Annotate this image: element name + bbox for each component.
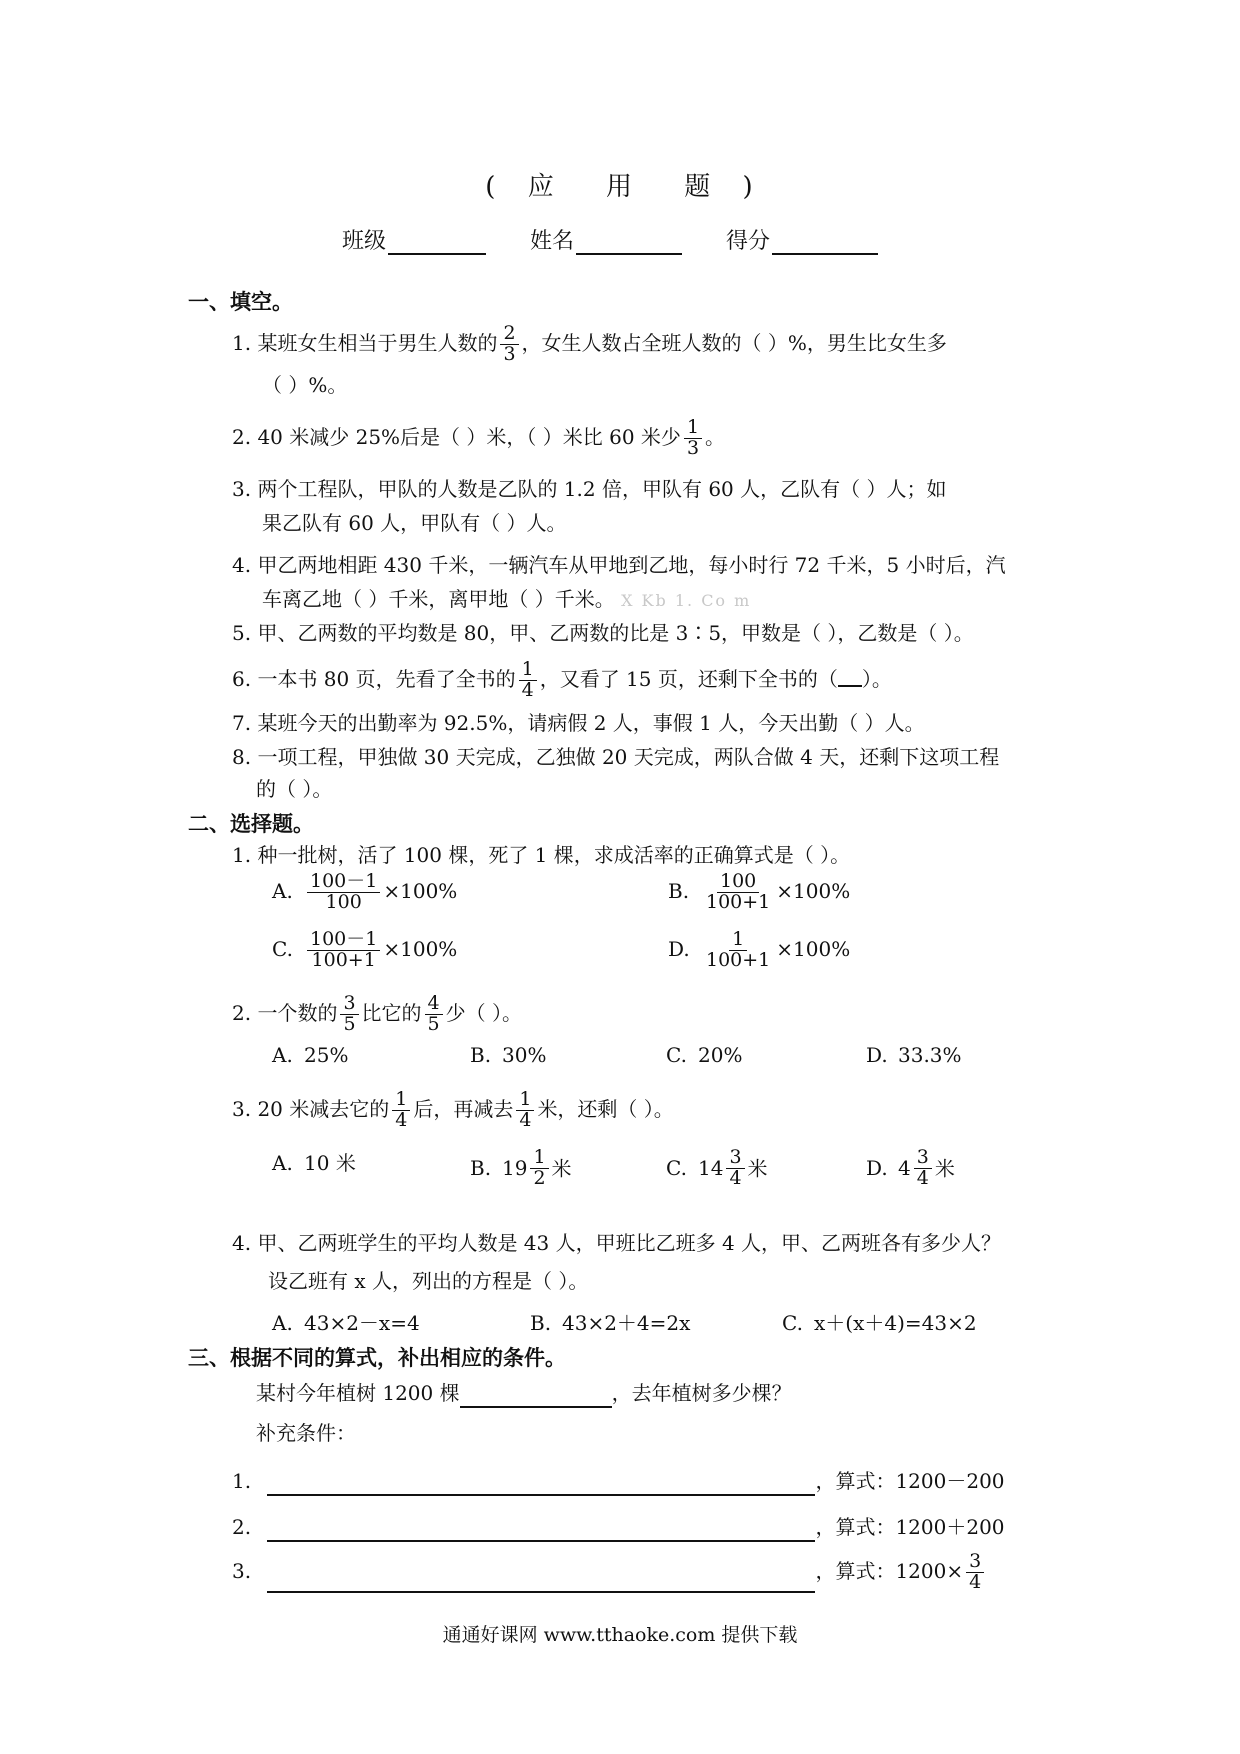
s2-q2-option-b[interactable] xyxy=(470,1040,546,1070)
option-label: A. xyxy=(272,1043,293,1067)
mixed-number xyxy=(898,1148,935,1189)
faint-watermark: X Kb 1. Co m xyxy=(621,591,752,610)
s2-q3-text-c: 米，还剩（ ）。 xyxy=(537,1096,674,1121)
option-tail: ×100% xyxy=(776,936,851,961)
class-field xyxy=(342,224,486,255)
option-label: D. xyxy=(866,1156,888,1181)
title-char-1: 应 xyxy=(527,172,556,202)
option-label: B. xyxy=(470,1043,492,1067)
s3-stem-text-a: 某村今年植树 1200 棵 xyxy=(256,1381,460,1405)
fraction-denominator: 100 xyxy=(325,890,362,913)
section2-heading: 二、选择题。 xyxy=(188,811,314,836)
option-text: 20% xyxy=(698,1043,743,1067)
s1-q2-text-a: 2. 40 米减少 25%后是（ ）米，（ ）米比 60 米少 xyxy=(232,424,681,449)
option-text: 43×2＋4=2x xyxy=(562,1311,691,1335)
s1-question-8-line2: 的（ ）。 xyxy=(256,777,333,801)
fraction-denominator: 100+1 xyxy=(311,948,376,971)
s2-q2-text-c: 少（ ）。 xyxy=(445,1000,522,1025)
option-whole: 14 xyxy=(698,1156,724,1181)
s1-q6-text-c: ）。 xyxy=(861,666,892,691)
s2-q3-text-b: 后，再减去 xyxy=(413,1096,514,1121)
name-label: 姓名 xyxy=(530,229,575,254)
fraction-denominator: 5 xyxy=(343,1012,356,1035)
s2-q2-option-d[interactable] xyxy=(866,1040,962,1070)
option-fraction xyxy=(914,1148,932,1189)
s3-item-3 xyxy=(232,1552,987,1593)
s2-q4-option-c[interactable] xyxy=(782,1308,977,1338)
option-text: 30% xyxy=(502,1043,547,1067)
s1-question-1-line2: （ ）%。 xyxy=(262,373,348,397)
s2-question-4-line1: 4. 甲、乙两班学生的平均人数是 43 人，甲班比乙班多 4 人，甲、乙两班各有多少人？ xyxy=(232,1231,1002,1255)
option-label: C. xyxy=(272,936,293,961)
option-whole: 4 xyxy=(898,1156,911,1181)
fraction-numerator: 4 xyxy=(425,994,443,1015)
item-formula: ，算式：1200－200 xyxy=(815,1469,1005,1493)
page-title xyxy=(0,166,1240,203)
fraction-numerator: 100 xyxy=(717,872,759,893)
s1-q6-fraction xyxy=(519,660,537,701)
fraction-denominator: 4 xyxy=(916,1166,929,1189)
item-formula: ，算式：1200× xyxy=(815,1558,964,1583)
s1-question-3-line1: 3. 两个工程队，甲队的人数是乙队的 1.2 倍，甲队有 60 人，乙队有（ ）人；如 xyxy=(232,477,947,501)
s2-q3-text-a: 3. 20 米减去它的 xyxy=(232,1096,390,1121)
option-fraction xyxy=(530,1148,548,1189)
s1-q1-text-a: 1. 某班女生相当于男生人数的 xyxy=(232,330,498,355)
fraction-numerator: 3 xyxy=(966,1552,984,1573)
footer-credit: 通通好课网 www.tthaoke.com 提供下载 xyxy=(442,1624,798,1646)
fraction-denominator: 4 xyxy=(969,1570,982,1593)
fraction-denominator: 4 xyxy=(519,1108,532,1131)
s3-stem-text-b: ，去年植树多少棵？ xyxy=(611,1381,792,1405)
fraction-denominator: 3 xyxy=(503,342,516,365)
item-number: 2. xyxy=(232,1515,252,1539)
option-label: B. xyxy=(530,1311,552,1335)
condition-blank[interactable] xyxy=(267,1518,815,1542)
s2-q1-option-c[interactable] xyxy=(272,930,457,971)
s1-q2-text-b: 。 xyxy=(705,424,726,449)
s2-q3-option-a[interactable] xyxy=(272,1148,356,1178)
class-label: 班级 xyxy=(342,229,387,254)
option-label: B. xyxy=(668,878,690,903)
option-label: C. xyxy=(666,1043,687,1067)
s2-q3-option-c[interactable] xyxy=(666,1148,768,1189)
s1-q4-text-b: 车离乙地（ ）千米，离甲地（ ）千米。 xyxy=(262,587,615,611)
option-fraction xyxy=(726,1148,744,1189)
s2-question-3 xyxy=(232,1090,674,1131)
fraction-denominator: 100+1 xyxy=(706,948,771,971)
s1-question-3-line2: 果乙队有 60 人，甲队有（ ）人。 xyxy=(262,511,567,535)
option-tail: ×100% xyxy=(383,878,458,903)
title-open-paren: ( xyxy=(485,172,498,202)
s2-q1-option-b[interactable] xyxy=(668,872,850,913)
s2-q2-fraction-1 xyxy=(340,994,358,1035)
fraction-numerator: 3 xyxy=(340,994,358,1015)
mixed-number xyxy=(502,1148,552,1189)
option-label: D. xyxy=(668,936,690,961)
section1-heading: 一、填空。 xyxy=(188,289,293,314)
item-number: 1. xyxy=(232,1469,252,1493)
fraction-numerator: 1 xyxy=(392,1090,410,1111)
s2-q3-option-b[interactable] xyxy=(470,1148,572,1189)
fraction-denominator: 3 xyxy=(686,436,700,459)
fraction-numerator: 100－1 xyxy=(307,930,380,951)
item-number: 3. xyxy=(232,1558,252,1583)
option-tail: ×100% xyxy=(776,878,851,903)
s2-q3-fraction-2 xyxy=(516,1090,534,1131)
fraction-numerator: 1 xyxy=(684,418,702,439)
option-unit: 米 xyxy=(551,1156,572,1181)
dash-mark xyxy=(838,674,862,687)
option-label: C. xyxy=(666,1156,687,1181)
s1-question-5: 5. 甲、乙两数的平均数是 80，甲、乙两数的比是 3∶5，甲数是（ ），乙数是（ ）。 xyxy=(232,621,974,645)
option-label: A. xyxy=(272,1151,293,1175)
s1-q2-fraction xyxy=(684,418,702,459)
option-label: B. xyxy=(470,1156,492,1181)
option-whole: 19 xyxy=(502,1156,528,1181)
option-label: A. xyxy=(272,1311,293,1335)
s2-q2-fraction-2 xyxy=(425,994,443,1035)
s3-item-1 xyxy=(232,1466,1005,1496)
s1-question-7: 7. 某班今天的出勤率为 92.5%，请病假 2 人，事假 1 人，今天出勤（ ）人。 xyxy=(232,711,925,735)
fraction-numerator: 1 xyxy=(729,930,747,951)
fraction-denominator: 4 xyxy=(729,1166,742,1189)
option-fraction xyxy=(307,930,380,971)
condition-blank[interactable] xyxy=(267,1569,815,1593)
fraction-numerator: 100－1 xyxy=(307,872,380,893)
title-char-2: 用 xyxy=(605,172,634,202)
fraction-numerator: 1 xyxy=(530,1148,548,1169)
option-label: D. xyxy=(866,1043,888,1067)
fraction-numerator: 2 xyxy=(500,324,518,345)
option-fraction xyxy=(307,872,380,913)
fraction-denominator: 4 xyxy=(521,678,534,701)
fraction-denominator: 100+1 xyxy=(706,890,771,913)
s2-question-1: 1. 种一批树，活了 100 棵，死了 1 棵，求成活率的正确算式是（ ）。 xyxy=(232,843,851,867)
title-close-paren: ) xyxy=(742,172,755,202)
s1-question-4-line2 xyxy=(262,584,751,616)
class-blank[interactable] xyxy=(388,229,486,255)
option-text: 33.3% xyxy=(898,1043,962,1067)
s3-supplement-label: 补充条件： xyxy=(256,1421,356,1445)
s3-item-2 xyxy=(232,1512,1005,1542)
option-unit: 米 xyxy=(747,1156,768,1181)
s1-question-2 xyxy=(232,418,725,459)
fraction-numerator: 1 xyxy=(519,660,537,681)
score-blank[interactable] xyxy=(772,229,878,255)
item-fraction xyxy=(966,1552,984,1593)
s2-q2-text-b: 比它的 xyxy=(361,1000,422,1025)
condition-blank[interactable] xyxy=(267,1472,815,1496)
student-info xyxy=(342,224,942,255)
fraction-numerator: 3 xyxy=(914,1148,932,1169)
name-blank[interactable] xyxy=(576,229,682,255)
score-field xyxy=(726,224,878,255)
fraction-denominator: 5 xyxy=(427,1012,440,1035)
s2-q1-option-a[interactable] xyxy=(272,872,457,913)
s2-q3-fraction-1 xyxy=(392,1090,410,1131)
fraction-denominator: 4 xyxy=(395,1108,408,1131)
s1-q1-text-b: ，女生人数占全班人数的（ ）%，男生比女生多 xyxy=(521,330,947,355)
option-text: 25% xyxy=(304,1043,349,1067)
option-unit: 米 xyxy=(934,1156,955,1181)
option-fraction xyxy=(703,872,773,913)
s1-q1-fraction xyxy=(500,324,518,365)
s2-question-2 xyxy=(232,994,522,1035)
s2-q3-option-d[interactable] xyxy=(866,1148,955,1189)
s1-question-8-line1: 8. 一项工程，甲独做 30 天完成，乙独做 20 天完成，两队合做 4 天，还剩下这项工程 xyxy=(232,745,1000,769)
fraction-denominator: 2 xyxy=(533,1166,546,1189)
option-whole: 10 xyxy=(304,1151,330,1175)
option-unit: 米 xyxy=(335,1151,356,1175)
option-label: C. xyxy=(782,1311,803,1335)
fraction-numerator: 1 xyxy=(516,1090,534,1111)
s2-q2-text-a: 2. 一个数的 xyxy=(232,1000,338,1025)
s2-question-4-line2: 设乙班有 x 人，列出的方程是（ ）。 xyxy=(268,1269,589,1293)
section3-heading: 三、根据不同的算式，补出相应的条件。 xyxy=(188,1345,566,1370)
s1-q6-text-a: 6. 一本书 80 页，先看了全书的 xyxy=(232,666,516,691)
s2-q4-option-b[interactable] xyxy=(530,1308,690,1338)
s2-q1-option-d[interactable] xyxy=(668,930,850,971)
s2-q2-option-a[interactable] xyxy=(272,1040,348,1070)
name-field xyxy=(530,224,682,255)
score-label: 得分 xyxy=(726,229,771,254)
fraction-numerator: 3 xyxy=(726,1148,744,1169)
title-char-3: 题 xyxy=(684,172,713,202)
mixed-number xyxy=(698,1148,748,1189)
s3-stem xyxy=(256,1378,792,1408)
option-tail: ×100% xyxy=(383,936,458,961)
s2-q2-option-c[interactable] xyxy=(666,1040,742,1070)
s1-question-1-line1 xyxy=(232,324,947,365)
option-label: A. xyxy=(272,878,293,903)
s1-question-4-line1: 4. 甲乙两地相距 430 千米，一辆汽车从甲地到乙地，每小时行 72 千米，5 小时后，汽 xyxy=(232,553,1006,577)
s3-stem-blank[interactable] xyxy=(460,1384,612,1408)
item-formula: ，算式：1200＋200 xyxy=(815,1515,1005,1539)
s1-q6-text-b: ，又看了 15 页，还剩下全书的（ xyxy=(539,666,838,691)
s1-question-6 xyxy=(232,660,892,701)
option-text: x＋(x＋4)=43×2 xyxy=(814,1311,977,1335)
s2-q4-option-a[interactable] xyxy=(272,1308,420,1338)
option-fraction xyxy=(703,930,773,971)
option-text: 43×2－x=4 xyxy=(304,1311,420,1335)
